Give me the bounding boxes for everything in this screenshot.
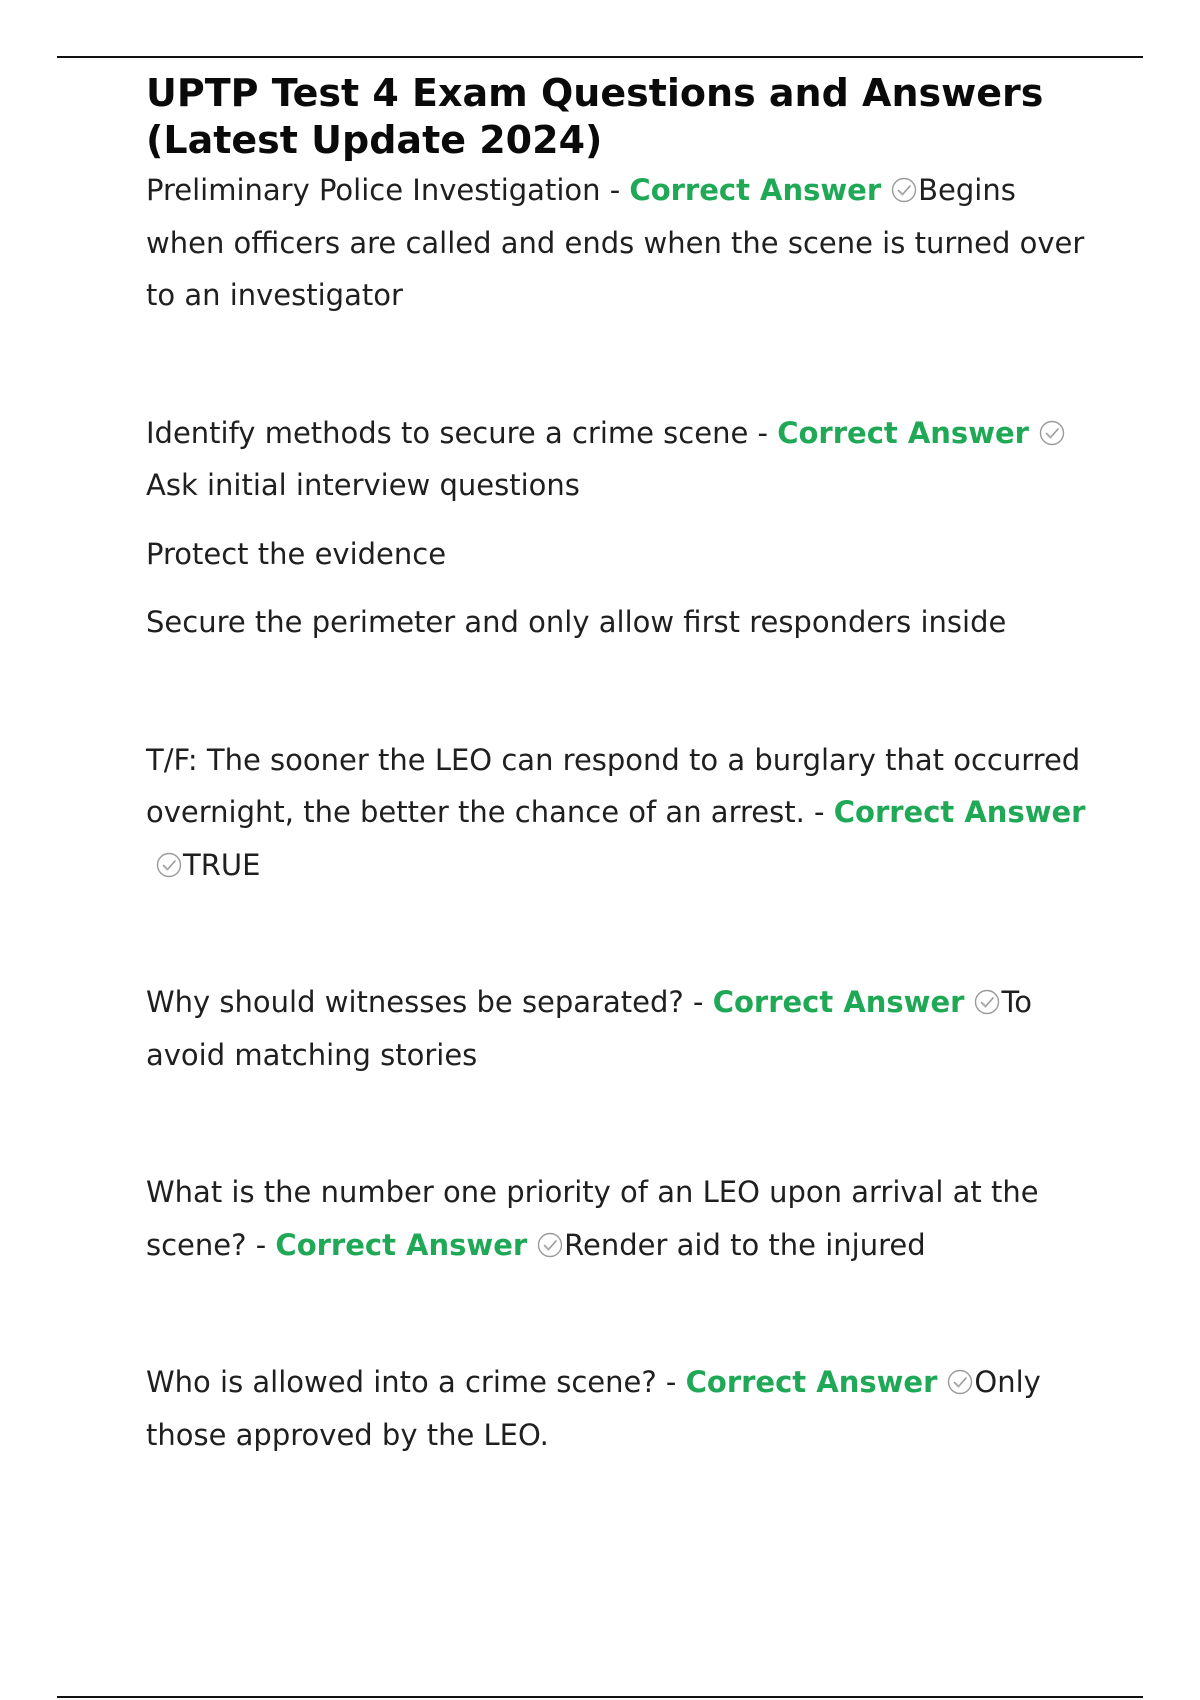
- answer-text: Render aid to the injured: [564, 1227, 926, 1262]
- answer-paragraph: Protect the evidence: [146, 536, 447, 571]
- question-text: Preliminary Police Investigation: [146, 173, 601, 207]
- correct-answer-label: Correct Answer: [712, 985, 965, 1019]
- correct-answer-label: Correct Answer: [629, 173, 882, 207]
- qa-list: [146, 164, 1096, 1461]
- separator: -: [600, 173, 630, 207]
- top-rule: [57, 56, 1143, 58]
- question-text: Why should witnesses be separated?: [146, 985, 684, 1019]
- correct-answer-label: Correct Answer: [833, 795, 1086, 829]
- answer-text: Only those approved by the LEO.: [146, 1365, 1041, 1452]
- qa-question-line: [146, 1166, 1096, 1271]
- check-circle-icon: [537, 1232, 563, 1258]
- correct-answer-label: Correct Answer: [777, 415, 1029, 450]
- document-title: UPTP Test 4 Exam Questions and Answers (Latest Update 2024): [146, 71, 1044, 162]
- answer-text: Begins when officers are called and ends when the scene is turned over to an investigator: [146, 173, 1085, 312]
- answer-paragraph: Secure the perimeter and only allow first responders inside: [146, 605, 1007, 639]
- answer-text: To avoid matching stories: [146, 985, 1032, 1072]
- qa-item: [146, 164, 1096, 322]
- qa-question-line: [146, 1356, 1096, 1461]
- correct-answer-label: Correct Answer: [275, 1227, 528, 1262]
- check-circle-icon: [947, 1369, 973, 1395]
- qa-item: [146, 407, 1096, 649]
- separator: -: [656, 1365, 686, 1399]
- separator: -: [804, 795, 834, 829]
- qa-item: [146, 734, 1096, 892]
- answer-text: TRUE: [183, 847, 261, 882]
- qa-question-line: [146, 976, 1096, 1081]
- question-text: What is the number one priority of an LEO upon arrival at the scene?: [146, 1175, 1039, 1262]
- qa-item: [146, 976, 1096, 1081]
- qa-question-line: [146, 164, 1096, 322]
- separator: -: [246, 1227, 276, 1262]
- check-circle-icon: [891, 177, 917, 203]
- answer-text: Ask initial interview questions: [146, 468, 580, 502]
- question-text: Who is allowed into a crime scene?: [146, 1365, 657, 1399]
- question-text: Identify methods to secure a crime scene: [146, 415, 749, 450]
- qa-item: [146, 1356, 1096, 1461]
- qa-question-line: [146, 734, 1096, 892]
- check-circle-icon: [156, 852, 182, 878]
- question-text: T/F: The sooner the LEO can respond to a burglary that occurred overnight, the better the chance of an arrest.: [146, 742, 1081, 829]
- qa-item: [146, 1166, 1096, 1271]
- check-circle-icon: [974, 989, 1000, 1015]
- check-circle-icon: [1039, 420, 1065, 446]
- correct-answer-label: Correct Answer: [685, 1365, 938, 1399]
- bottom-rule: [57, 1696, 1143, 1698]
- qa-question-line: [146, 407, 1096, 512]
- separator: -: [748, 415, 778, 450]
- separator: -: [683, 985, 713, 1019]
- document-body: [146, 70, 1096, 1461]
